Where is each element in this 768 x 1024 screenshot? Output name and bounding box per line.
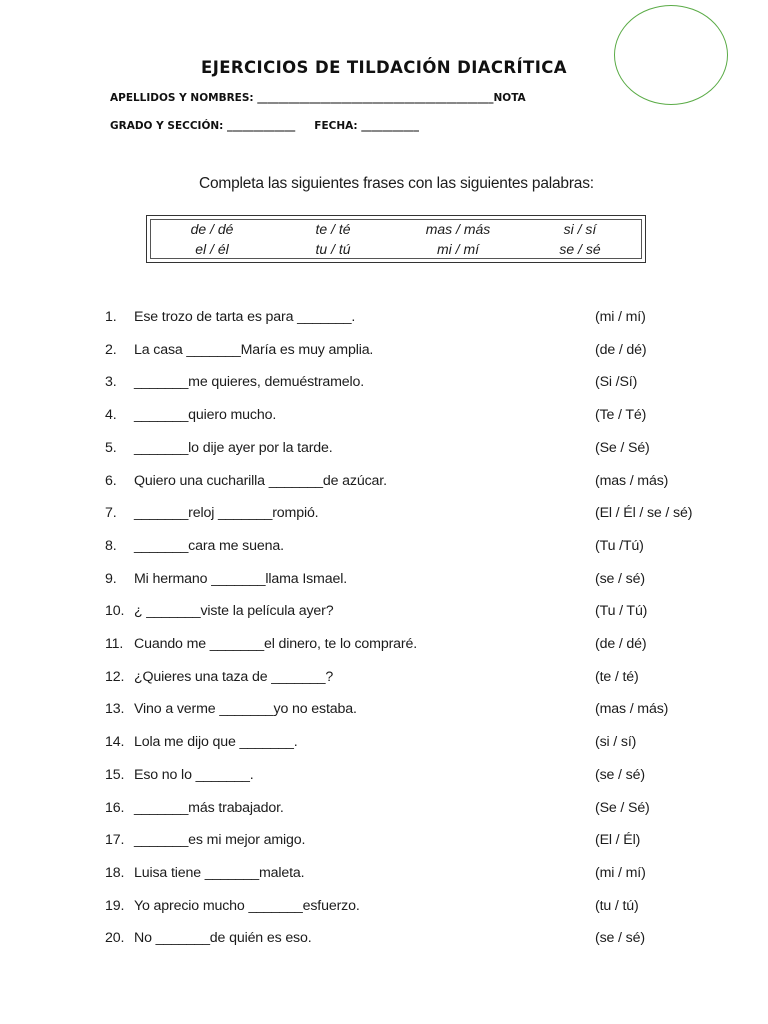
exercise-number: 5.: [105, 439, 117, 456]
exercise-item: [105, 701, 705, 723]
exercise-number: 9.: [105, 570, 117, 587]
exercise-item: [105, 407, 705, 429]
exercise-number: 8.: [105, 537, 117, 554]
exercise-options: (se / sé): [595, 766, 645, 783]
exercise-number: 15.: [105, 766, 125, 783]
exercise-number: 3.: [105, 374, 117, 391]
word-bank-cell: mi / mí: [437, 241, 479, 257]
exercise-options: (Tu / Tú): [595, 603, 648, 620]
exercise-number: 20.: [105, 930, 125, 947]
exercise-sentence: _______me quieres, demuéstramelo.: [134, 374, 365, 391]
exercise-sentence: _______más trabajador.: [134, 799, 284, 816]
exercise-number: 13.: [105, 701, 125, 718]
word-bank-cell: se / sé: [559, 241, 601, 257]
exercise-sentence: _______reloj _______rompió.: [134, 505, 319, 522]
exercise-number: 18.: [105, 864, 125, 881]
exercise-number: 6.: [105, 472, 117, 489]
exercise-sentence: _______es mi mejor amigo.: [134, 832, 306, 849]
word-bank-cell: tu / tú: [315, 241, 351, 257]
exercise-number: 10.: [105, 603, 125, 620]
exercise-options: (Tu /Tú): [595, 537, 644, 554]
exercise-sentence: _______cara me suena.: [134, 537, 284, 554]
word-bank-cell: el / él: [195, 241, 229, 257]
exercise-sentence: Yo aprecio mucho _______esfuerzo.: [134, 897, 360, 914]
page-title: EJERCICIOS DE TILDACIÓN DIACRÍTICA: [201, 58, 567, 77]
exercise-sentence: _______quiero mucho.: [134, 407, 277, 424]
exercise-options: (se / sé): [595, 570, 645, 587]
exercise-options: (de / dé): [595, 636, 647, 652]
exercise-number: 1.: [105, 309, 117, 325]
grade-date-row: [110, 120, 419, 132]
exercise-options: (El / Él): [595, 832, 641, 849]
exercise-item: [105, 898, 705, 920]
exercise-item: [105, 669, 705, 691]
exercise-options: (Se / Sé): [595, 439, 650, 456]
exercise-options: (de / dé): [595, 341, 647, 358]
date-field: FECHA: ___________: [314, 120, 420, 132]
exercise-item: [105, 538, 705, 560]
exercise-number: 19.: [105, 897, 125, 914]
exercise-sentence: La casa _______María es muy amplia.: [134, 341, 374, 358]
exercise-item: [105, 767, 705, 789]
exercise-item: [105, 930, 705, 952]
exercise-options: (Se / Sé): [595, 799, 650, 816]
exercise-item: [105, 832, 705, 854]
word-bank-table: [146, 215, 646, 263]
exercise-options: (Te / Té): [595, 407, 647, 424]
exercise-item: [105, 473, 705, 495]
exercise-options: (mas / más): [595, 701, 669, 718]
exercise-item: [105, 865, 705, 887]
exercise-sentence: Ese trozo de tarta es para _______.: [134, 309, 356, 325]
exercise-sentence: ¿Quieres una taza de _______?: [134, 668, 334, 685]
word-bank-cell: mas / más: [425, 221, 491, 237]
exercise-options: (te / té): [595, 668, 639, 685]
exercise-sentence: Quiero una cucharilla _______de azúcar.: [134, 472, 387, 489]
exercise-item: [105, 374, 705, 396]
exercise-options: (tu / tú): [595, 897, 639, 914]
grade-section-field: GRADO Y SECCIÓN: _____________: [110, 120, 296, 132]
exercise-sentence: Eso no lo _______.: [134, 766, 254, 783]
exercise-number: 7.: [105, 505, 117, 522]
exercise-sentence: Luisa tiene _______maleta.: [134, 864, 305, 881]
exercise-sentence: Cuando me _______el dinero, te lo compraré.: [134, 636, 418, 652]
exercise-number: 12.: [105, 668, 125, 685]
exercise-item: [105, 734, 705, 756]
exercise-item: [105, 603, 705, 625]
exercise-options: (se / sé): [595, 930, 645, 947]
exercise-options: (Si /Sí): [595, 374, 638, 391]
word-bank-cell: si / sí: [563, 221, 597, 237]
grade-circle: [614, 5, 728, 105]
exercise-item: [105, 440, 705, 462]
exercise-item: [105, 342, 705, 364]
exercise-item: [105, 800, 705, 822]
exercise-sentence: Mi hermano _______llama Ismael.: [134, 570, 348, 587]
exercise-item: [105, 309, 705, 331]
word-bank-cell: te / té: [315, 221, 351, 237]
exercise-sentence: Vino a verme _______yo no estaba.: [134, 701, 357, 718]
exercise-options: (mi / mí): [595, 864, 646, 881]
exercise-sentence: No _______de quién es eso.: [134, 930, 312, 947]
exercise-number: 2.: [105, 341, 117, 358]
exercise-sentence: Lola me dijo que _______.: [134, 734, 298, 751]
exercise-number: 17.: [105, 832, 125, 849]
exercise-options: (El / Él / se / sé): [595, 505, 693, 522]
word-bank-cell: de / dé: [190, 221, 234, 237]
exercise-number: 16.: [105, 799, 125, 816]
exercise-number: 14.: [105, 734, 125, 751]
instruction-text: Completa las siguientes frases con las siguientes palabras:: [199, 175, 594, 192]
exercise-item: [105, 636, 705, 658]
exercise-options: (mas / más): [595, 472, 669, 489]
exercise-number: 4.: [105, 407, 117, 424]
exercise-options: (si / sí): [595, 734, 637, 751]
exercise-item: [105, 571, 705, 593]
exercise-sentence: _______lo dije ayer por la tarde.: [134, 439, 333, 456]
names-field: APELLIDOS Y NOMBRES: _____________________________________________NOTA: [110, 92, 526, 104]
exercise-number: 11.: [105, 636, 124, 652]
exercise-options: (mi / mí): [595, 309, 646, 325]
exercise-item: [105, 505, 705, 527]
exercise-sentence: ¿ _______viste la película ayer?: [134, 603, 334, 620]
